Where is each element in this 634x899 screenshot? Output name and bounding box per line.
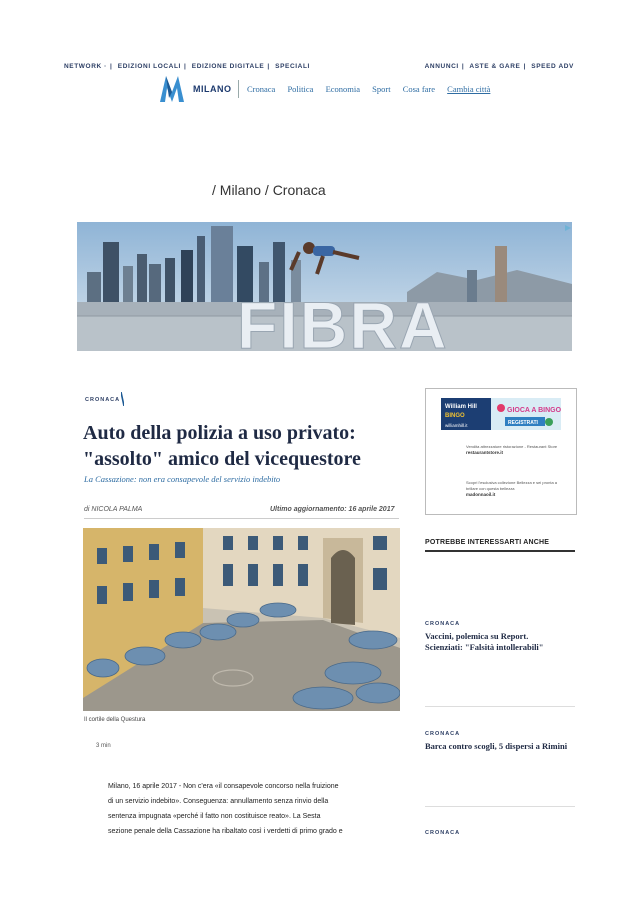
svg-text:William Hill: William Hill (445, 404, 477, 410)
svg-text:williamhill.it: williamhill.it (445, 423, 468, 428)
kicker-slash-icon (121, 392, 124, 406)
ad-text-1[interactable] (466, 444, 566, 456)
related-item-2-title-1[interactable]: Barca contro scogli, 5 dispersi a Rimini (425, 741, 568, 751)
banner-ad[interactable] (77, 222, 572, 351)
local-editions-link[interactable]: EDIZIONI LOCALI (117, 63, 181, 70)
svg-text:GIOCA A BINGO: GIOCA A BINGO (507, 407, 561, 414)
courtyard-image (83, 528, 400, 711)
photo-caption: Il cortile della Questura (84, 717, 146, 723)
body-line-2: di un servizio indebito». Conseguenza: annullamento senza rinvio della (108, 798, 329, 805)
main-nav (247, 84, 500, 94)
site-logo-icon[interactable] (160, 76, 184, 102)
bingo-ad-banner[interactable] (441, 398, 561, 430)
article-subhead: La Cassazione: non era consapevole del servizio indebito (84, 474, 281, 484)
network-link[interactable]: NETWORK · (64, 63, 107, 70)
svg-text:REGISTRATI: REGISTRATI (508, 420, 538, 426)
ad-text-1-link[interactable]: restaurantstore.it (466, 450, 504, 455)
breadcrumb[interactable]: / Milano / Cronaca (212, 182, 326, 198)
related-title: POTREBBE INTERESSARTI ANCHE (425, 539, 550, 546)
bingo-ad-image (441, 398, 561, 430)
banner-image (77, 222, 572, 351)
article-headline (83, 420, 403, 472)
headline-line-1: Auto della polizia a uso privato: (83, 422, 356, 444)
ad-text-2-desc: Scopri l'esclusiva collezione Bellezza e sei pronta a brillare con questa bellezza (466, 480, 558, 491)
specials-link[interactable]: SPECIALI (275, 63, 310, 70)
nav-sport[interactable]: Sport (372, 84, 391, 94)
related-item-3[interactable] (425, 830, 577, 836)
speed-adv-link[interactable]: SPEED ADV (531, 63, 574, 70)
related-item-1[interactable] (425, 621, 577, 653)
byline-divider (84, 518, 399, 519)
related-item-1-title-1[interactable]: Vaccini, polemica su Report. (425, 631, 529, 641)
read-time: 3 min (96, 743, 111, 749)
network-bar: NETWORK · | EDIZIONI LOCALI | EDIZIONE DIGITALE | SPECIALI ANNUNCI | ASTE & GARE | SPEED ADV (64, 63, 574, 70)
ad-text-1-desc: Vendita attrezzature ristorazione - Restaurant Store (466, 444, 558, 449)
article-body (108, 779, 398, 839)
change-city-link[interactable]: Cambia città (447, 84, 491, 94)
related-item-2-kicker[interactable]: CRONACA (425, 731, 461, 737)
headline-line-2: "assolto" amico del vicequestore (83, 448, 361, 470)
city-name: MILANO (193, 84, 232, 94)
related-item-1-kicker[interactable]: CRONACA (425, 621, 461, 627)
nav-divider (238, 80, 239, 98)
article-updated: Ultimo aggiornamento: 16 aprile 2017 (270, 506, 395, 513)
svg-text:BINGO: BINGO (445, 413, 465, 419)
related-divider-2 (425, 806, 575, 807)
article-kicker[interactable]: CRONACA (85, 397, 121, 403)
ad-choices-icon[interactable] (564, 224, 572, 232)
banner-word: FIBRA (237, 288, 449, 351)
body-line-1: Milano, 16 aprile 2017 - Non c'era «il consapevole concorso nella fruizione (108, 783, 339, 790)
related-item-3-kicker[interactable]: CRONACA (425, 830, 461, 836)
body-line-3: sentenza impugnata «perché il fatto non costituisce reato». La Sesta (108, 813, 321, 820)
body-line-4: sezione penale della Cassazione ha ribaltato così i verdetti di primo grado e (108, 828, 343, 835)
article-photo[interactable] (83, 528, 400, 711)
nav-politica[interactable]: Politica (287, 84, 314, 94)
related-title-rule (425, 550, 575, 552)
ads-link[interactable]: ANNUNCI (424, 63, 459, 70)
related-item-2[interactable] (425, 731, 577, 752)
article-byline[interactable]: di NICOLA PALMA (84, 506, 143, 513)
ad-text-2-link[interactable]: madonnaoil.it (466, 492, 496, 497)
nav-cosa-fare[interactable]: Cosa fare (402, 84, 436, 94)
ad-text-2[interactable] (466, 480, 566, 498)
related-divider-1 (425, 706, 575, 707)
auctions-link[interactable]: ASTE & GARE (469, 63, 521, 70)
digital-edition-link[interactable]: EDIZIONE DIGITALE (191, 63, 265, 70)
related-item-1-title-2[interactable]: Scienziati: "Falsità intollerabili" (425, 642, 544, 652)
nav-economia[interactable]: Economia (325, 84, 361, 94)
nav-cronaca[interactable]: Cronaca (247, 84, 276, 94)
